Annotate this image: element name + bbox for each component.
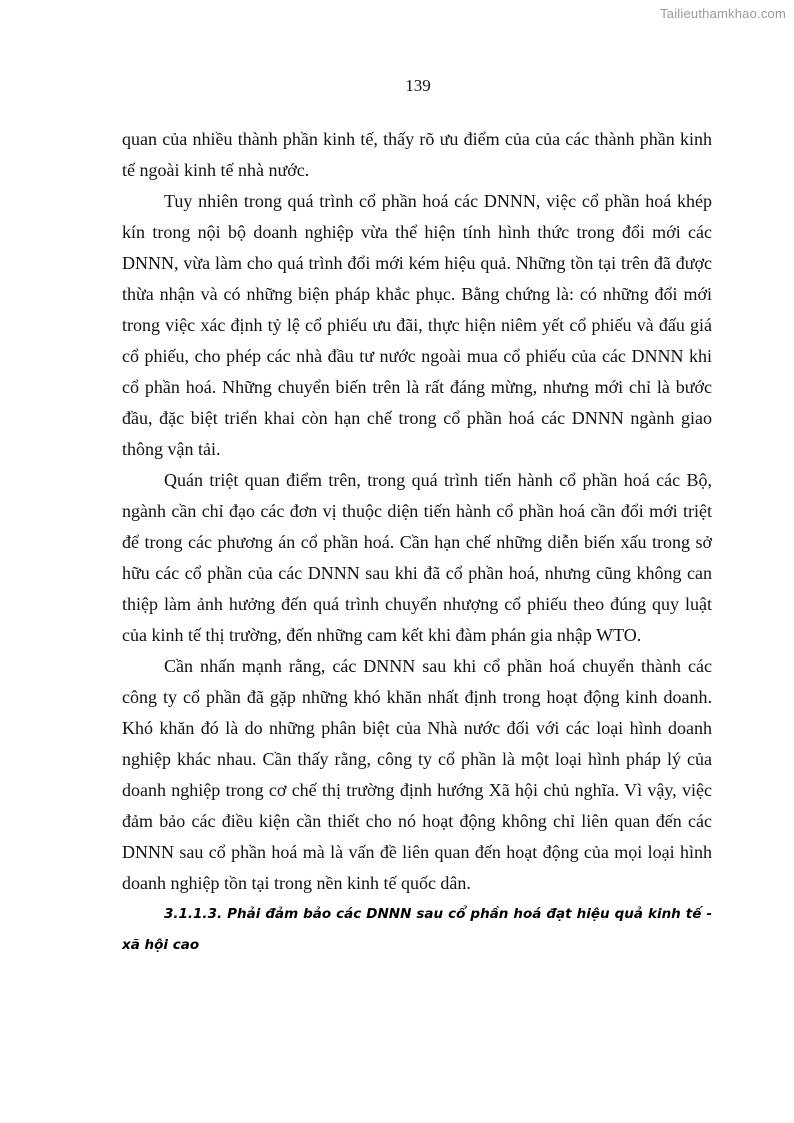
watermark: Tailieuthamkhao.com bbox=[660, 6, 786, 21]
paragraph: Quán triệt quan điểm trên, trong quá trình tiến hành cổ phần hoá các Bộ, ngành cần chỉ đạo các đơn vị thuộc diện tiến hành cổ phần hoá cần đổi mới triệt để trong các phương án cổ phần hoá. Cần hạn chế những diễn biến xấu trong sở hữu các cổ phần của các DNNN sau khi đã cổ phần hoá, nhưng cũng không can thiệp làm ảnh hưởng đến quá trình chuyển nhượng cổ phiếu theo đúng quy luật của kinh tế thị trường, đến những cam kết khi đàm phán gia nhập WTO. bbox=[122, 470, 712, 645]
page-number: 139 bbox=[405, 76, 431, 95]
document-body bbox=[122, 124, 712, 961]
paragraph: Cần nhấn mạnh rằng, các DNNN sau khi cổ phần hoá chuyển thành các công ty cổ phần đã gặp những khó khăn nhất định trong hoạt động kinh doanh. Khó khăn đó là do những phân biệt của Nhà nước đối với các loại hình doanh nghiệp khác nhau. Cần thấy rằng, công ty cổ phần là một loại hình pháp lý của doanh nghiệp trong cơ chế thị trường định hướng Xã hội chủ nghĩa. Vì vậy, việc đảm bảo các điều kiện cần thiết cho nó hoạt động không chỉ liên quan đến các DNNN sau cổ phần hoá mà là vấn đề liên quan đến hoạt động của mọi loại hình doanh nghiệp tồn tại trong nền kinh tế quốc dân. bbox=[122, 656, 712, 893]
section-heading: 3.1.1.3. Phải đảm bảo các DNNN sau cổ phần hoá đạt hiệu quả kinh tế - xã hội cao bbox=[122, 906, 712, 953]
paragraph: Tuy nhiên trong quá trình cổ phần hoá các DNNN, việc cổ phần hoá khép kín trong nội bộ doanh nghiệp vừa thể hiện tính hình thức trong đổi mới các DNNN, vừa làm cho quá trình đổi mới kém hiệu quả. Những tồn tại trên đã được thừa nhận và có những biện pháp khắc phục. Bằng chứng là: có những đổi mới trong việc xác định tỷ lệ cổ phiếu ưu đãi, thực hiện niêm yết cổ phiếu và đấu giá cổ phiếu, cho phép các nhà đầu tư nước ngoài mua cổ phiếu của các DNNN khi cổ phần hoá. Những chuyển biến trên là rất đáng mừng, nhưng mới chỉ là bước đầu, đặc biệt triển khai còn hạn chế trong cổ phần hoá các DNNN ngành giao thông vận tải. bbox=[122, 191, 712, 459]
paragraph-continuation: quan của nhiều thành phần kinh tế, thấy rõ ưu điểm của của các thành phần kinh tế ngoài kinh tế nhà nước. bbox=[122, 129, 712, 180]
